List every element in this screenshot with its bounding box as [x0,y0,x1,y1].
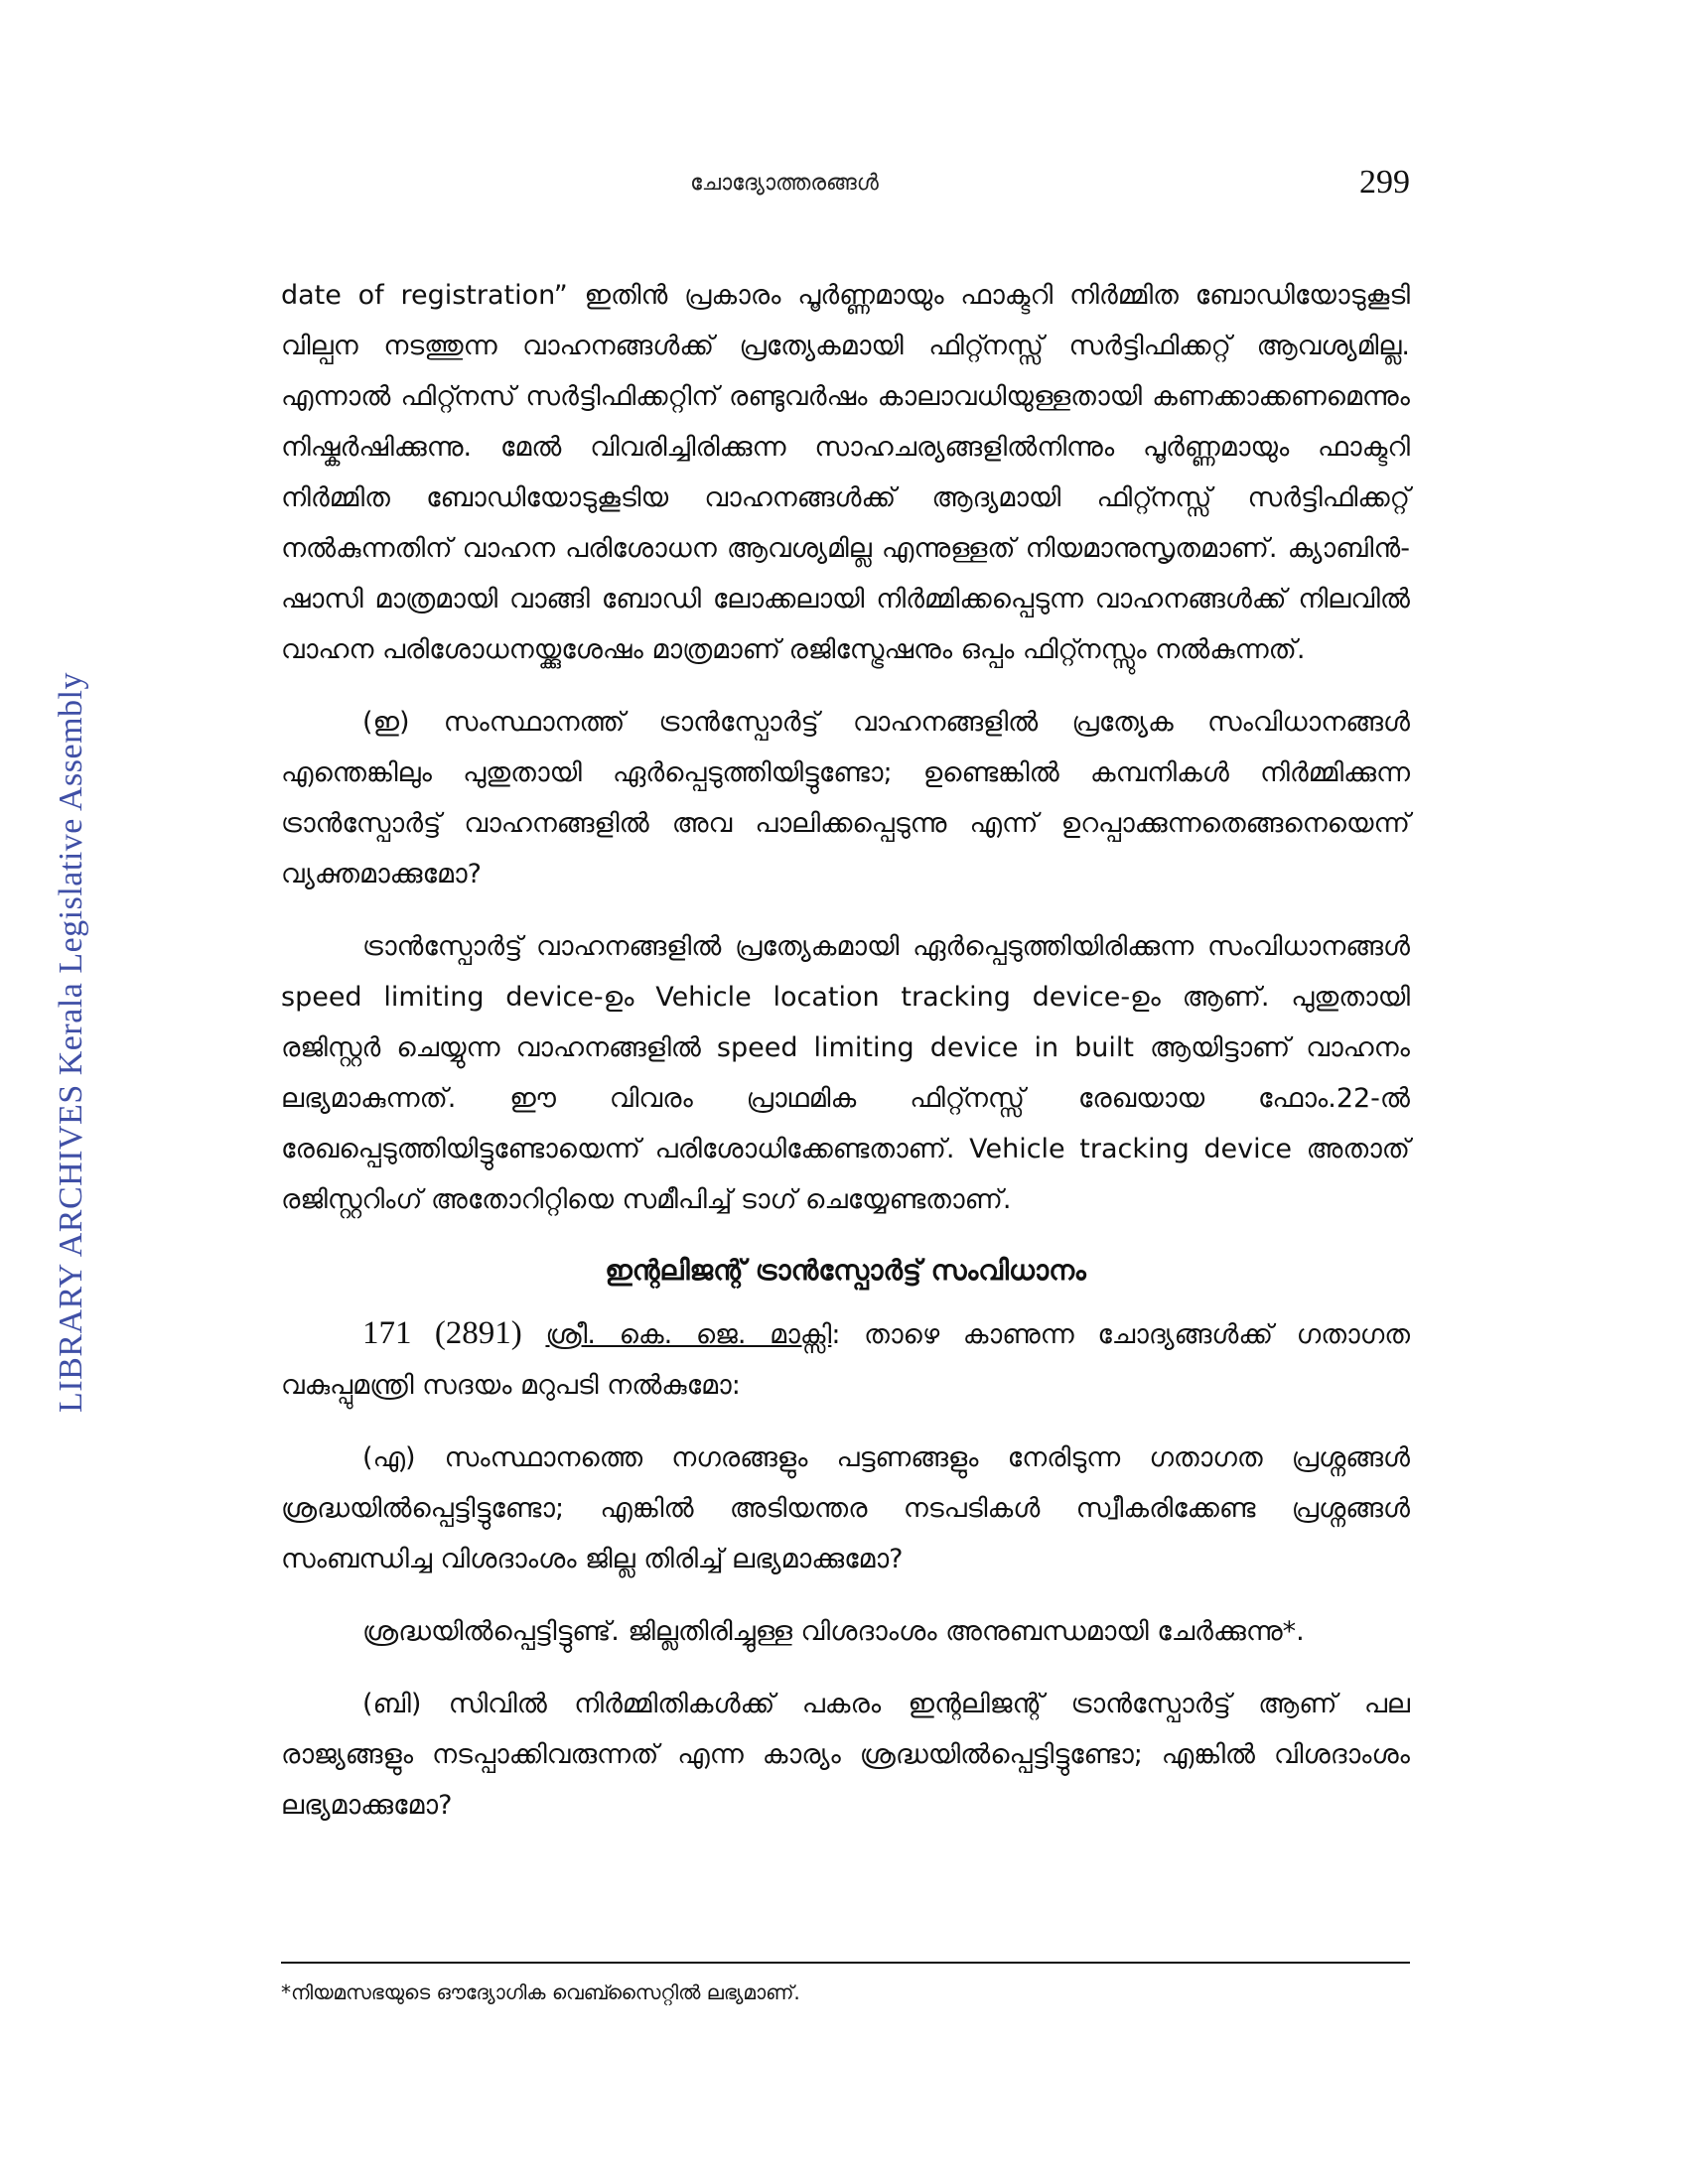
question-intro-text: : താഴെ കാണുന്ന ചോദ്യങ്ങൾക്ക് ഗതാഗത വകുപ്പുമന്ത്രി സദയം മറുപടി നൽകുമോ: [281,1319,1410,1401]
paragraph-1: date of registration” ഇതിൻ പ്രകാരം പൂർണ്ണമായും ഫാക്ടറി നിർമ്മിത ബോഡിയോടുകൂടി വില്പന നടത്തുന്ന വാഹനങ്ങൾക്ക് പ്രത്യേകമായി ഫിറ്റ്നസ്സ് സർട്ടിഫിക്കറ്റ് ആവശ്യമില്ല. എന്നാൽ ഫിറ്റ്നസ് സർട്ടിഫിക്കറ്റിന് രണ്ടുവർഷം കാലാവധിയുള്ളതായി കണക്കാക്കണമെന്നും നിഷ്കർഷിക്കുന്നു. മേൽ വിവരിച്ചിരിക്കുന്ന സാഹചര്യങ്ങളിൽനിന്നും പൂർണ്ണമായും ഫാക്ടറി നിർമ്മിത ബോഡിയോടുകൂടിയ വാഹനങ്ങൾക്ക് ആദ്യമായി ഫിറ്റ്നസ്സ് സർട്ടിഫിക്കറ്റ് നൽകുന്നതിന് വാഹന പരിശോധന ആവശ്യമില്ല എന്നുള്ളത് നിയമാനുസൃതമാണ്. ക്യാബിൻ-ഷാസി മാത്രമായി വാങ്ങി ബോഡി ലോക്കലായി നിർമ്മിക്കപ്പെടുന്ന വാഹനങ്ങൾക്ക് നിലവിൽ വാഹന പരിശോധനയ്ക്കുശേഷം മാത്രമാണ് രജിസ്ട്രേഷനും ഒപ്പം ഫിറ്റ്നസ്സും നൽകുന്നത്. [281,280,1410,665]
question-number: 171 (2891) [362,1315,522,1351]
footnote: *നിയമസഭയുടെ ഔദ്യോഗിക വെബ്സൈറ്റിൽ ലഭ്യമാണ്. [281,1980,800,2004]
archive-side-label: LIBRARY ARCHIVES Kerala Legislative Assembly [53,671,89,1414]
question-a: (എ) സംസ്ഥാനത്തെ നഗരങ്ങളും പട്ടണങ്ങളും നേരിടുന്ന ഗതാഗത പ്രശ്നങ്ങൾ ശ്രദ്ധയിൽപ്പെട്ടിട്ടുണ്ടോ; എങ്കിൽ അടിയന്തര നടപടികൾ സ്വീകരിക്കേണ്ട പ്രശ്നങ്ങൾ സംബന്ധിച്ച വിശദാംശം ജില്ല തിരിച്ച് ലഭ്യമാക്കുമോ? [281,1442,1410,1574]
paragraph-question-e: (ഇ) സംസ്ഥാനത്ത് ട്രാൻസ്പോർട്ട് വാഹനങ്ങളിൽ പ്രത്യേക സംവിധാനങ്ങൾ എന്തെങ്കിലും പുതുതായി ഏർപ്പെടുത്തിയിട്ടുണ്ടോ; ഉണ്ടെങ്കിൽ കമ്പനികൾ നിർമ്മിക്കുന്ന ട്രാൻസ്പോർട്ട് വാഹനങ്ങളിൽ അവ പാലിക്കപ്പെടുന്നു എന്ന് ഉറപ്പാക്കുന്നതെങ്ങനെയെന്ന് വ്യക്തമാക്കുമോ? [281,707,1410,889]
page-content [281,270,1410,1852]
page-header-title: ചോദ്യോത്തരങ്ങൾ [690,171,879,196]
section-heading: ഇന്റലിജന്റ് ട്രാൻസ്പോർട്ട് സംവിധാനം [605,1254,1086,1287]
question-intro [281,1308,1410,1411]
answer-a: ശ്രദ്ധയിൽപ്പെട്ടിട്ടുണ്ട്. ജില്ലതിരിച്ചുള്ള വിശദാംശം അനുബന്ധമായി ചേർക്കുന്നു*. [362,1616,1305,1647]
page-number: 299 [1359,164,1410,201]
member-name: ശ്രീ. കെ. ജെ. മാക്സി [545,1319,832,1350]
question-b: (ബി) സിവിൽ നിർമ്മിതികൾക്ക് പകരം ഇന്റലിജന്റ് ട്രാൻസ്പോർട്ട് ആണ് പല രാജ്യങ്ങളും നടപ്പാക്കിവരുന്നത് എന്ന കാര്യം ശ്രദ്ധയിൽപ്പെട്ടിട്ടുണ്ടോ; എങ്കിൽ വിശദാംശം ലഭ്യമാക്കുമോ? [281,1689,1410,1821]
paragraph-answer-e: ട്രാൻസ്പോർട്ട് വാഹനങ്ങളിൽ പ്രത്യേകമായി ഏർപ്പെടുത്തിയിരിക്കുന്ന സംവിധാനങ്ങൾ speed limiting device-ഉം Vehicle location tracking device-ഉം ആണ്. പുതുതായി രജിസ്റ്റർ ചെയ്യുന്ന വാഹനങ്ങളിൽ speed limiting device in built ആയിട്ടാണ് വാഹനം ലഭ്യമാകുന്നത്. ഈ വിവരം പ്രാഥമിക ഫിറ്റ്നസ്സ് രേഖയായ ഫോം.22-ൽ രേഖപ്പെടുത്തിയിട്ടുണ്ടോയെന്ന് പരിശോധിക്കേണ്ടതാണ്. Vehicle tracking device അതാത് രജിസ്റ്ററിംഗ് അതോറിറ്റിയെ സമീപിച്ച് ടാഗ് ചെയ്യേണ്ടതാണ്. [281,931,1410,1215]
footnote-divider [281,1962,1410,1964]
